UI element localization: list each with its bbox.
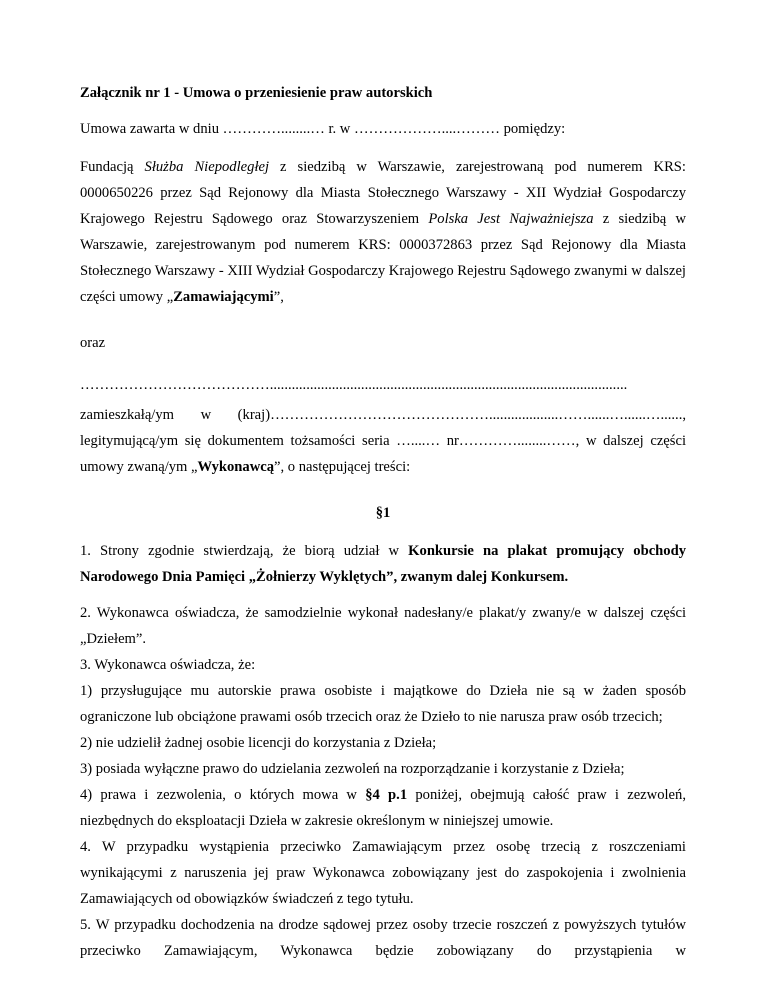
clause-5: 5. W przypadku dochodzenia na drodze sądowej przez osoby trzecie roszczeń z powyższych tytułów przeciwko Zamawiającym, Wykonawca będzie zobowiązany do przystąpienia w — [80, 917, 686, 959]
contractor-name-field: ………………………………….................................................................................................. — [80, 377, 628, 393]
wykonawca-term: Wykonawcą — [197, 459, 275, 475]
date-field: …………........… — [222, 121, 325, 137]
clause-3-item-3: 3) posiada wyłączne prawo do udzielania zezwoleń na rozporządzanie i korzystanie z Dzieła; — [80, 761, 625, 777]
document-title: Załącznik nr 1 - Umowa o przeniesienie praw autorskich — [80, 85, 433, 101]
zamawiajacy-term: Zamawiającymi — [173, 289, 274, 305]
oraz-text: oraz — [80, 335, 106, 351]
clause-3-item-1: 1) przysługujące mu autorskie prawa osobiste i majątkowe do Dzieła nie są w żaden sposób ograniczone lub obciążone prawami osób trzecich oraz że Dzieło to nie narusza praw osób trzecich; — [80, 683, 686, 725]
stowarzyszenie-name: Polska Jest Najważniejsza — [428, 211, 594, 227]
contractor-id-paragraph: legitymującą/ym się dokumentem tożsamości seria …....… nr…………........……, w dalszej części umowy zwaną/ym „Wykonawcą”, o następującej treści: — [80, 433, 686, 475]
document-page — [80, 70, 686, 964]
clause-4: 4. W przypadku wystąpienia przeciwko Zamawiającym przez osobę trzecią z roszczeniami wynikającymi z naruszenia jej praw Wykonawca zobowiązany jest do zaspokojenia i zwolnienia Zamawiających od obowiązków świadczeń z tego tytułu. — [80, 839, 686, 907]
section-heading: §1 — [375, 505, 391, 521]
clause-2: 2. Wykonawca oświadcza, że samodzielnie wykonał nadesłany/e plakat/y zwany/e w dalszej części „Dziełem”. — [80, 605, 686, 647]
clause-3-item-4: 4) prawa i zezwolenia, o których mowa w §4 p.1 poniżej, obejmują całość praw i zezwoleń, niezbędnych do eksploatacji Dzieła w zakresie określonym w niniejszej umowie. — [80, 787, 686, 829]
party-one-paragraph: Fundacją Służba Niepodległej z siedzibą w Warszawie, zarejestrowaną pod numerem KRS: 0000650226 przez Sąd Rejonowy dla Miasta Stołecznego Warszawy - XII Wydział Gospodarczy Krajowego Rejestru Sądowego oraz Stowarzyszeniem Polska Jest Najważniejsza z siedzibą w Warszawie, zarejestrowanym pod numerem KRS: 0000372863 przez Sąd Rejonowy dla Miasta Stołecznego Warszawy - XIII Wydział Gospodarczy Krajowego Rejestru Sądowego zwanymi w dalszej części umowy „Zamawiającymi”, — [80, 159, 687, 305]
section-ref: §4 p.1 — [365, 787, 408, 803]
fundacja-name: Służba Niepodległej — [144, 159, 270, 175]
clause-3-item-2: 2) nie udzielił żadnej osobie licencji do korzystania z Dzieła; — [80, 735, 437, 751]
place-field: ………………....……… — [354, 121, 500, 137]
clause-1: 1. Strony zgodnie stwierdzają, że biorą udział w Konkursie na plakat promujący obchody Narodowego Dnia Pamięci „Żołnierzy Wyklętych”, zwanym dalej Konkursem. — [80, 543, 686, 585]
clause-3: 3. Wykonawca oświadcza, że: — [80, 657, 256, 673]
contractor-address-line: zamieszkałą/ym w (kraj)………………………………………...................……......…......…......, — [80, 407, 686, 423]
competition-name: Konkursie na plakat promujący obchody Narodowego Dnia Pamięci „Żołnierzy Wyklętych”, zwanym dalej Konkursem. — [80, 543, 686, 585]
intro-line: Umowa zawarta w dniu …………........… r. w ………………....……… pomiędzy: — [80, 121, 566, 137]
